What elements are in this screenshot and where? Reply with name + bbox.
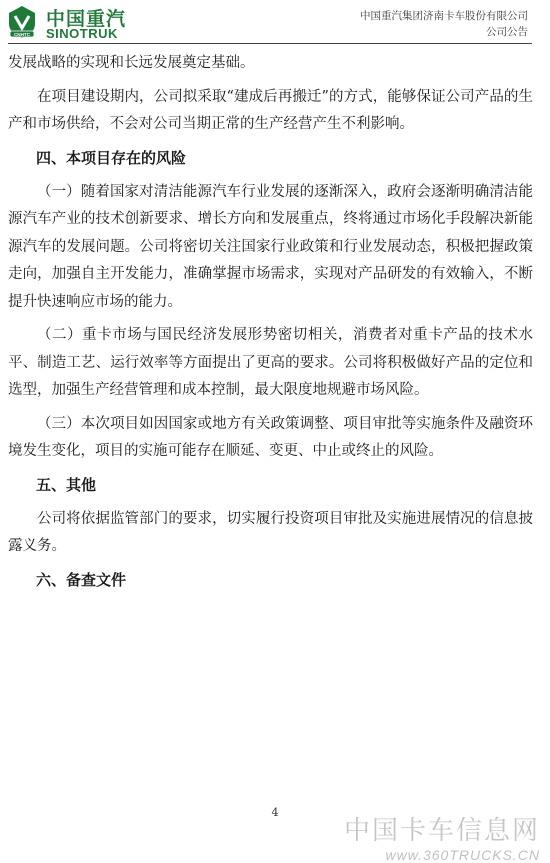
company-logo <box>6 4 166 42</box>
header-divider <box>8 43 532 44</box>
watermark <box>344 810 540 863</box>
header-info <box>360 8 528 40</box>
paragraph: （二）重卡市场与国民经济发展形势密切相关，消费者对重卡产品的技术水平、制造工艺、运行效率等方面提出了更高的要求。公司将积极做好产品的定位和选型，加强生产经营管理和成本控制，最大限度地规避市场风险。 <box>8 327 533 398</box>
section-heading: 四、本项目存在的风险 <box>36 148 187 167</box>
logo-english-name: SINOTRUK <box>46 26 118 41</box>
watermark-url: www.360TRUCKS.CN <box>385 847 540 863</box>
logo-chinese-name: 中国重汽 <box>46 8 127 30</box>
paragraph: （三）本次项目如因国家或地方有关政策调整、项目审批等实施条件及融资环境发生变化，项目的实施可能存在顺延、变更、中止或终止的风险。 <box>8 415 533 459</box>
logo-badge-text: CNHTC <box>13 32 31 37</box>
page-header <box>0 0 550 44</box>
paragraph: 公司将依据监管部门的要求，切实履行投资项目审批及实施进展情况的信息披露义务。 <box>8 510 533 554</box>
company-name: 中国重汽集团济南卡车股份有限公司 <box>360 10 528 22</box>
paragraph: （一）随着国家对清洁能源汽车行业发展的逐渐深入，政府会逐渐明确清洁能源汽车产业的技术创新要求、增长方向和发展重点，终将通过市场化手段解决新能源汽车的发展问题。公司将密切关注国家行业政策和行业发展动态，积极把握政策走向，加强自主开发能力，准确掌握市场需求，实现对产品研发的有效输入，不断提升快速响应市场的能力。 <box>8 183 533 310</box>
document-body <box>8 50 533 601</box>
section-heading: 五、其他 <box>36 475 97 494</box>
page-number: 4 <box>271 806 279 819</box>
section-heading: 六、备查文件 <box>36 570 127 589</box>
paragraph: 发展战略的实现和长远发展奠定基础。 <box>8 55 255 71</box>
paragraph: 在项目建设期内，公司拟采取“建成后再搬迁”的方式，能够保证公司产品的生产和市场供给，不会对公司当期正常的生产经营产生不利影响。 <box>8 88 533 132</box>
document-type: 公司公告 <box>486 26 528 38</box>
sinotruk-emblem-icon <box>6 4 38 40</box>
watermark-chinese: 中国卡车信息网 <box>343 816 540 846</box>
